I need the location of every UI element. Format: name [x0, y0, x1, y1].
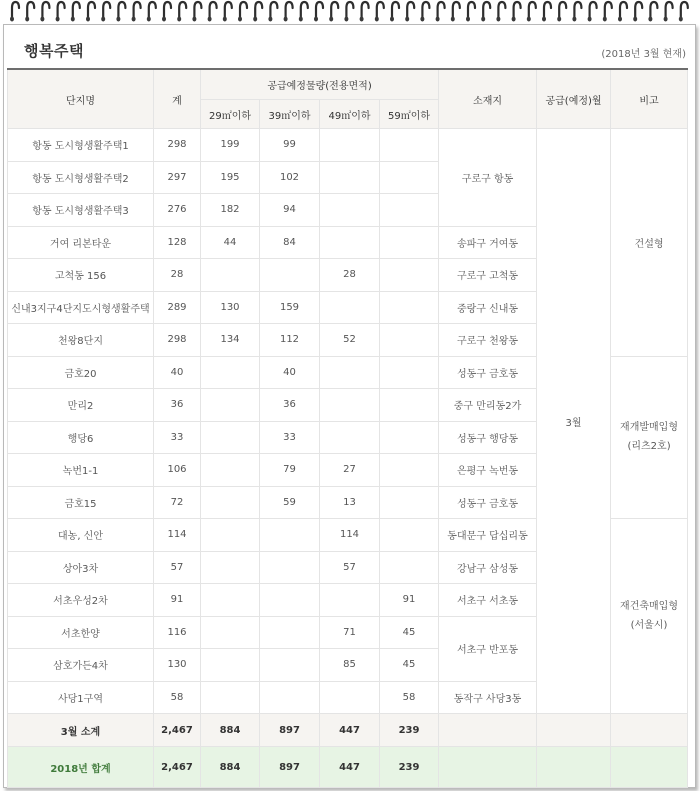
- size-49-cell: [320, 584, 380, 617]
- binding-ring: [27, 2, 34, 17]
- binding-hole: [56, 17, 60, 22]
- size-59-cell: [380, 161, 439, 194]
- grand-total-empty-remarks: [611, 747, 688, 788]
- binding-ring: [149, 2, 156, 17]
- table-row: [8, 129, 688, 162]
- size-39-cell: [260, 616, 320, 649]
- binding-ring: [118, 2, 125, 17]
- remarks-group-3: [611, 519, 688, 714]
- binding-ring: [270, 2, 277, 17]
- complex-name: 서초우성2차: [8, 584, 154, 617]
- binding-hole: [284, 17, 288, 22]
- binding-hole: [314, 17, 318, 22]
- total-cell: 130: [154, 649, 201, 682]
- location-cell: 서초구 서초동: [439, 584, 537, 617]
- complex-name: 녹번1-1: [8, 454, 154, 487]
- size-29-cell: [201, 486, 260, 519]
- binding-hole: [268, 17, 272, 22]
- binding-ring: [316, 2, 323, 17]
- binding-hole: [664, 17, 668, 22]
- complex-name: 신내3지구4단지도시형생활주택: [8, 291, 154, 324]
- size-29-cell: [201, 519, 260, 552]
- binding-ring: [392, 2, 399, 17]
- size-29-cell: [201, 454, 260, 487]
- header-size-29: 29㎡이하: [201, 100, 260, 129]
- size-49-cell: [320, 129, 380, 162]
- binding-ring: [422, 2, 429, 17]
- binding-hole: [679, 17, 683, 22]
- size-59-cell: 45: [380, 616, 439, 649]
- size-39-cell: 159: [260, 291, 320, 324]
- complex-name: 천왕8단지: [8, 324, 154, 357]
- size-39-cell: 33: [260, 421, 320, 454]
- size-39-cell: 102: [260, 161, 320, 194]
- total-cell: 297: [154, 161, 201, 194]
- header-size-59: 59㎡이하: [380, 100, 439, 129]
- size-59-cell: [380, 519, 439, 552]
- binding-ring: [438, 2, 445, 17]
- subtotal-label: 3월 소계: [8, 714, 154, 747]
- binding-ring: [331, 2, 338, 17]
- binding-ring: [194, 2, 201, 17]
- subtotal-59: 239: [380, 714, 439, 747]
- size-29-cell: [201, 584, 260, 617]
- size-49-cell: [320, 226, 380, 259]
- size-29-cell: 130: [201, 291, 260, 324]
- binding-ring: [73, 2, 80, 17]
- binding-ring: [468, 2, 475, 17]
- grand-total-29: 884: [201, 747, 260, 788]
- location-cell: 구로구 고척동: [439, 259, 537, 292]
- remarks-group-1: 건설형: [611, 129, 688, 357]
- subtotal-row: [8, 714, 688, 747]
- size-39-cell: [260, 649, 320, 682]
- size-39-cell: 79: [260, 454, 320, 487]
- location-cell: 구로구 천왕동: [439, 324, 537, 357]
- binding-hole: [71, 17, 75, 22]
- subtotal-total: 2,467: [154, 714, 201, 747]
- size-39-cell: [260, 584, 320, 617]
- binding-hole: [299, 17, 303, 22]
- binding-hole: [527, 17, 531, 22]
- binding-hole: [253, 17, 257, 22]
- size-49-cell: [320, 291, 380, 324]
- location-cell: 구로구 항동: [439, 129, 537, 227]
- size-59-cell: [380, 389, 439, 422]
- binding-hole: [420, 17, 424, 22]
- binding-ring: [529, 2, 536, 17]
- binding-ring: [377, 2, 384, 17]
- grand-total-label: 2018년 합계: [8, 747, 154, 788]
- grand-total-total: 2,467: [154, 747, 201, 788]
- size-59-cell: [380, 454, 439, 487]
- binding-hole: [162, 17, 166, 22]
- size-29-cell: 44: [201, 226, 260, 259]
- binding-ring: [240, 2, 247, 17]
- header-location: 소재지: [439, 69, 537, 129]
- date-note: (2018년 3월 현재): [601, 49, 686, 60]
- size-49-cell: [320, 421, 380, 454]
- size-39-cell: 84: [260, 226, 320, 259]
- binding-ring: [58, 2, 65, 17]
- header-supply-month: 공급(예정)월: [537, 69, 611, 129]
- grand-total-39: 897: [260, 747, 320, 788]
- size-39-cell: [260, 259, 320, 292]
- location-cell: 서초구 반포동: [439, 616, 537, 681]
- binding-ring: [42, 2, 49, 17]
- total-cell: 128: [154, 226, 201, 259]
- binding-ring: [210, 2, 217, 17]
- subtotal-empty-remarks: [611, 714, 688, 747]
- location-cell: 성동구 금호동: [439, 356, 537, 389]
- binding-hole: [25, 17, 29, 22]
- complex-name: 금호20: [8, 356, 154, 389]
- total-cell: 116: [154, 616, 201, 649]
- binding-hole: [436, 17, 440, 22]
- binding-ring: [12, 2, 19, 17]
- header-remarks: 비고: [611, 69, 688, 129]
- binding-ring: [453, 2, 460, 17]
- binding-hole: [147, 17, 151, 22]
- location-cell: 송파구 거여동: [439, 226, 537, 259]
- size-59-cell: [380, 194, 439, 227]
- location-cell: 은평구 녹번동: [439, 454, 537, 487]
- size-29-cell: 182: [201, 194, 260, 227]
- binding-ring: [605, 2, 612, 17]
- complex-name: 만리2: [8, 389, 154, 422]
- binding-ring: [514, 2, 521, 17]
- size-59-cell: [380, 486, 439, 519]
- binding-ring: [362, 2, 369, 17]
- remarks-group-2-line2: (리츠2호): [627, 441, 671, 453]
- size-59-cell: 91: [380, 584, 439, 617]
- size-39-cell: [260, 519, 320, 552]
- complex-name: 서초한양: [8, 616, 154, 649]
- binding-hole: [603, 17, 607, 22]
- size-49-cell: 28: [320, 259, 380, 292]
- spiral-binding: [0, 0, 700, 26]
- size-49-cell: 114: [320, 519, 380, 552]
- total-cell: 36: [154, 389, 201, 422]
- binding-ring: [255, 2, 262, 17]
- binding-ring: [483, 2, 490, 17]
- binding-hole: [451, 17, 455, 22]
- binding-hole: [223, 17, 227, 22]
- size-39-cell: 94: [260, 194, 320, 227]
- total-cell: 58: [154, 681, 201, 714]
- size-49-cell: 57: [320, 551, 380, 584]
- complex-name: 사당1구역: [8, 681, 154, 714]
- binding-ring: [407, 2, 414, 17]
- size-39-cell: 40: [260, 356, 320, 389]
- location-cell: 동작구 사당3동: [439, 681, 537, 714]
- size-49-cell: 27: [320, 454, 380, 487]
- size-39-cell: [260, 551, 320, 584]
- binding-hole: [375, 17, 379, 22]
- size-49-cell: 13: [320, 486, 380, 519]
- binding-hole: [390, 17, 394, 22]
- binding-hole: [192, 17, 196, 22]
- size-59-cell: [380, 356, 439, 389]
- binding-hole: [466, 17, 470, 22]
- binding-hole: [116, 17, 120, 22]
- size-29-cell: [201, 421, 260, 454]
- binding-hole: [633, 17, 637, 22]
- total-cell: 33: [154, 421, 201, 454]
- binding-hole: [360, 17, 364, 22]
- binding-ring: [164, 2, 171, 17]
- size-39-cell: 99: [260, 129, 320, 162]
- size-29-cell: [201, 649, 260, 682]
- size-49-cell: 52: [320, 324, 380, 357]
- remarks-group-2-line1: 재개발매입형: [620, 422, 679, 434]
- binding-ring: [286, 2, 293, 17]
- size-29-cell: 195: [201, 161, 260, 194]
- complex-name: 삼호가든4차: [8, 649, 154, 682]
- size-59-cell: [380, 259, 439, 292]
- subtotal-29: 884: [201, 714, 260, 747]
- header-complex: 단지명: [8, 69, 154, 129]
- complex-name: 항동 도시형생활주택1: [8, 129, 154, 162]
- binding-ring: [498, 2, 505, 17]
- size-39-cell: 36: [260, 389, 320, 422]
- complex-name: 대농, 신안: [8, 519, 154, 552]
- size-29-cell: 134: [201, 324, 260, 357]
- complex-name: 금호15: [8, 486, 154, 519]
- complex-name: 항동 도시형생활주택3: [8, 194, 154, 227]
- grand-total-49: 447: [320, 747, 380, 788]
- size-29-cell: [201, 616, 260, 649]
- total-cell: 40: [154, 356, 201, 389]
- size-59-cell: [380, 129, 439, 162]
- binding-hole: [208, 17, 212, 22]
- size-59-cell: 45: [380, 649, 439, 682]
- size-29-cell: [201, 551, 260, 584]
- binding-ring: [635, 2, 642, 17]
- grand-total-empty-location: [439, 747, 537, 788]
- size-39-cell: 59: [260, 486, 320, 519]
- total-cell: 114: [154, 519, 201, 552]
- remarks-group-3-line1: 재건축매입형: [620, 601, 679, 612]
- subtotal-empty-location: [439, 714, 537, 747]
- location-cell: 성동구 금호동: [439, 486, 537, 519]
- binding-ring: [559, 2, 566, 17]
- binding-hole: [588, 17, 592, 22]
- location-cell: 중구 만리동2가: [439, 389, 537, 422]
- binding-ring: [681, 2, 688, 17]
- size-59-cell: 58: [380, 681, 439, 714]
- binding-ring: [620, 2, 627, 17]
- total-cell: 28: [154, 259, 201, 292]
- complex-name: 거여 리본타운: [8, 226, 154, 259]
- size-49-cell: 85: [320, 649, 380, 682]
- binding-ring: [544, 2, 551, 17]
- binding-ring: [88, 2, 95, 17]
- binding-hole: [329, 17, 333, 22]
- binding-hole: [618, 17, 622, 22]
- remarks-group-3-line2: (서울시): [630, 620, 668, 631]
- binding-hole: [542, 17, 546, 22]
- binding-ring: [650, 2, 657, 17]
- binding-hole: [405, 17, 409, 22]
- location-cell: 강남구 삼성동: [439, 551, 537, 584]
- binding-ring: [225, 2, 232, 17]
- binding-ring: [666, 2, 673, 17]
- binding-hole: [238, 17, 242, 22]
- header-size-39: 39㎡이하: [260, 100, 320, 129]
- binding-ring: [346, 2, 353, 17]
- size-49-cell: [320, 681, 380, 714]
- grand-total-row: [8, 747, 688, 788]
- subtotal-empty-month: [537, 714, 611, 747]
- binding-hole: [557, 17, 561, 22]
- binding-hole: [10, 17, 14, 22]
- total-cell: 106: [154, 454, 201, 487]
- binding-ring: [301, 2, 308, 17]
- total-cell: 289: [154, 291, 201, 324]
- header-total: 계: [154, 69, 201, 129]
- size-59-cell: [380, 324, 439, 357]
- subtotal-49: 447: [320, 714, 380, 747]
- binding-ring: [134, 2, 141, 17]
- binding-hole: [344, 17, 348, 22]
- binding-hole: [481, 17, 485, 22]
- complex-name: 항동 도시형생활주택2: [8, 161, 154, 194]
- binding-ring: [103, 2, 110, 17]
- header-size-49: 49㎡이하: [320, 100, 380, 129]
- size-49-cell: [320, 194, 380, 227]
- size-59-cell: [380, 551, 439, 584]
- binding-hole: [496, 17, 500, 22]
- size-49-cell: [320, 161, 380, 194]
- size-49-cell: [320, 389, 380, 422]
- binding-ring: [574, 2, 581, 17]
- complex-name: 고척동 156: [8, 259, 154, 292]
- grand-total-59: 239: [380, 747, 439, 788]
- binding-hole: [101, 17, 105, 22]
- size-59-cell: [380, 226, 439, 259]
- binding-hole: [40, 17, 44, 22]
- total-cell: 91: [154, 584, 201, 617]
- binding-hole: [132, 17, 136, 22]
- total-cell: 72: [154, 486, 201, 519]
- size-29-cell: [201, 681, 260, 714]
- total-cell: 298: [154, 324, 201, 357]
- binding-hole: [86, 17, 90, 22]
- supply-month-cell: 3월: [537, 129, 611, 714]
- size-59-cell: [380, 291, 439, 324]
- size-59-cell: [380, 421, 439, 454]
- size-29-cell: [201, 259, 260, 292]
- location-cell: 동대문구 답십리동: [439, 519, 537, 552]
- total-cell: 298: [154, 129, 201, 162]
- total-cell: 276: [154, 194, 201, 227]
- binding-hole: [177, 17, 181, 22]
- complex-name: 상아3차: [8, 551, 154, 584]
- binding-hole: [572, 17, 576, 22]
- page-title: 행복주택: [24, 42, 84, 60]
- size-49-cell: 71: [320, 616, 380, 649]
- happy-housing-table: [7, 68, 688, 788]
- binding-ring: [179, 2, 186, 17]
- size-49-cell: [320, 356, 380, 389]
- size-39-cell: 112: [260, 324, 320, 357]
- binding-ring: [590, 2, 597, 17]
- size-39-cell: [260, 681, 320, 714]
- header-supply: 공급예정물량(전용면적): [201, 69, 439, 100]
- binding-hole: [648, 17, 652, 22]
- location-cell: 성동구 행당동: [439, 421, 537, 454]
- remarks-group-2: [611, 356, 688, 519]
- size-29-cell: [201, 389, 260, 422]
- total-cell: 57: [154, 551, 201, 584]
- binding-hole: [512, 17, 516, 22]
- size-29-cell: [201, 356, 260, 389]
- grand-total-empty-month: [537, 747, 611, 788]
- complex-name: 행당6: [8, 421, 154, 454]
- location-cell: 중랑구 신내동: [439, 291, 537, 324]
- subtotal-39: 897: [260, 714, 320, 747]
- size-29-cell: 199: [201, 129, 260, 162]
